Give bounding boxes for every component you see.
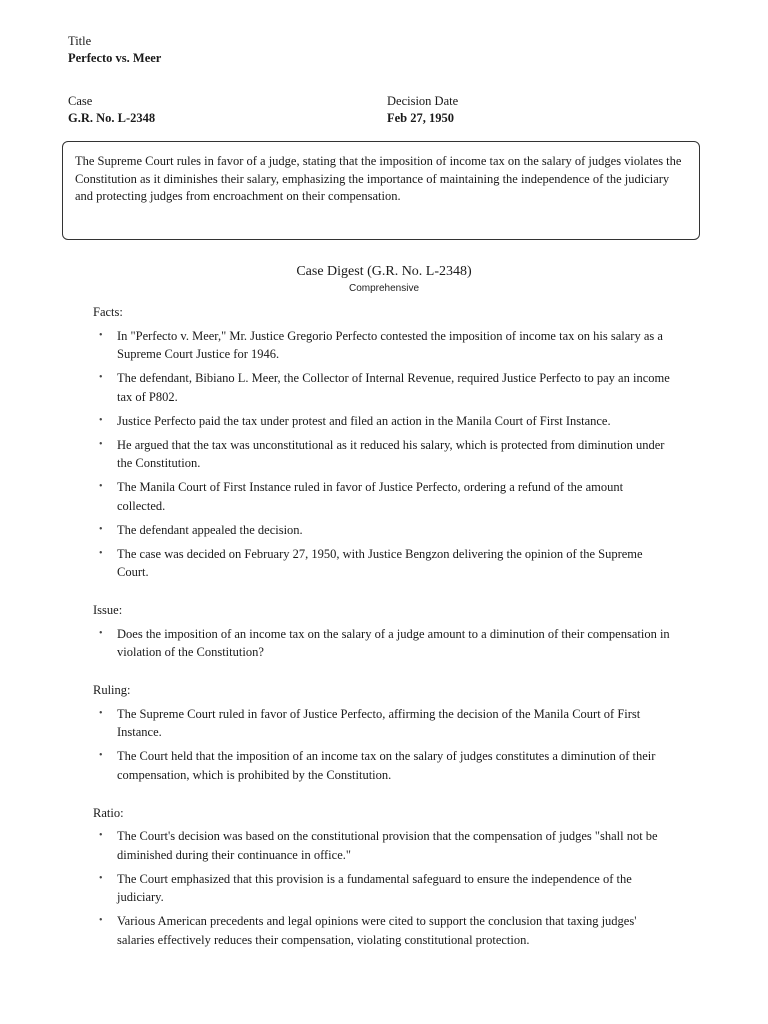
list-item: • In "Perfecto v. Meer," Mr. Justice Gregorio Perfecto contested the imposition of income tax on his salary as a Supreme Court Justice for 1946.: [93, 327, 673, 364]
decision-date-value: Feb 27, 1950: [387, 111, 455, 125]
decision-date-label: Decision Date: [387, 94, 459, 108]
issue-list: [93, 625, 673, 662]
digest-subtitle: Comprehensive: [348, 283, 420, 294]
list-item: • The Court held that the imposition of an income tax on the salary of judges constitutes a diminution of their compensation, which is prohibited by the Constitution.: [93, 747, 673, 784]
facts-heading: Facts:: [93, 305, 123, 319]
issue-heading: Issue:: [93, 603, 123, 617]
list-item: • Justice Perfecto paid the tax under protest and filed an action in the Manila Court of First Instance.: [93, 412, 673, 431]
ratio-heading: Ratio:: [93, 805, 124, 820]
title-label: Title: [68, 34, 92, 48]
case-label: Case: [68, 94, 93, 108]
digest-content: [93, 303, 673, 955]
list-item: • Various American precedents and legal opinions were cited to support the conclusion that taxing judges' salaries effectively reduces their compensation, violating constitutional protection.: [93, 912, 673, 949]
list-item: • The Manila Court of First Instance ruled in favor of Justice Perfecto, ordering a refund of the amount collected.: [93, 478, 673, 515]
list-item: • The Supreme Court ruled in favor of Justice Perfecto, affirming the decision of the Manila Court of First Instance.: [93, 705, 673, 742]
ruling-list: [93, 705, 673, 785]
facts-list: [93, 327, 673, 582]
list-item: • The Court emphasized that this provision is a fundamental safeguard to ensure the independence of the judiciary.: [93, 870, 673, 907]
digest-title: Case Digest (G.R. No. L-2348): [296, 264, 472, 279]
list-item: • The case was decided on February 27, 1950, with Justice Bengzon delivering the opinion of the Supreme Court.: [93, 545, 673, 582]
case-block: [68, 93, 155, 127]
list-item: • The defendant, Bibiano L. Meer, the Collector of Internal Revenue, required Justice Perfecto to pay an income tax of P802.: [93, 369, 673, 406]
ratio-list: [93, 827, 673, 949]
list-item: • Does the imposition of an income tax on the salary of a judge amount to a diminution of their compensation in violation of the Constitution?: [93, 625, 673, 662]
title-block: [68, 33, 161, 67]
case-value: G.R. No. L-2348: [68, 111, 156, 125]
list-item: • The defendant appealed the decision.: [93, 521, 673, 540]
decision-date-block: [387, 93, 458, 127]
summary-box: The Supreme Court rules in favor of a judge, stating that the imposition of income tax on the salary of judges violates the Constitution as it diminishes their salary, emphasizing the importance of maintaining the independence of the judiciary and protecting judges from encroachment on their compensation.: [62, 141, 700, 240]
list-item: • The Court's decision was based on the constitutional provision that the compensation of judges "shall not be diminished during their continuance in office.": [93, 827, 673, 864]
ruling-heading: Ruling:: [93, 683, 131, 697]
title-value: Perfecto vs. Meer: [68, 51, 162, 65]
list-item: • He argued that the tax was unconstitutional as it reduced his salary, which is protected from diminution under the Constitution.: [93, 436, 673, 473]
